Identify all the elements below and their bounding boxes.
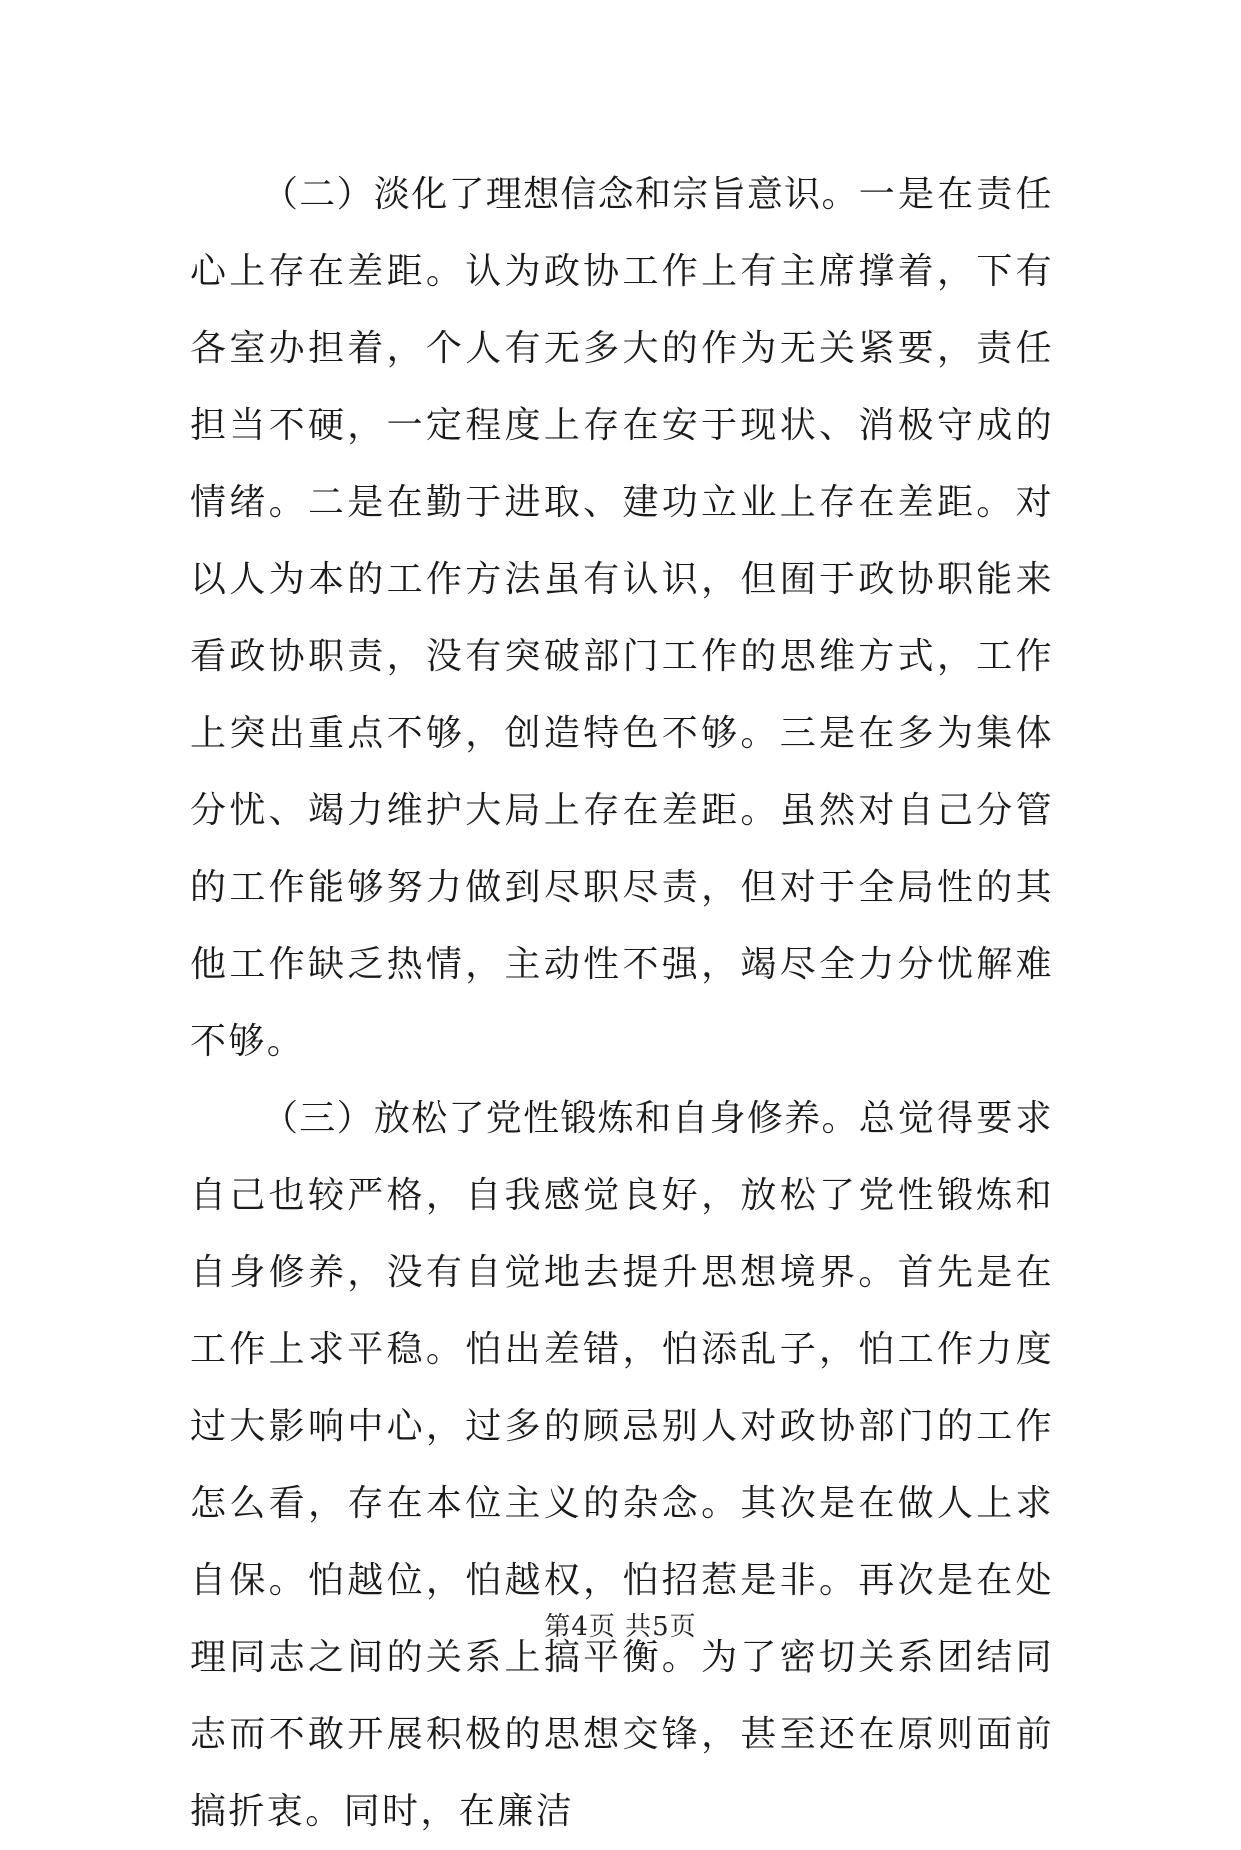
section-body-3: 总觉得要求自己也较严格，自我感觉良好，放松了党性锻炼和自身修养，没有自觉地去提升思想境界。首先是在工作上求平稳。怕出差错，怕添乱子，怕工作力度过大影响中心，过多的顾忌别人对政协部门的工作怎么看，存在本位主义的杂念。其次是在做人上求自保。怕越位，怕越权，怕招惹是非。再次是在处理同志之间的关系上搞平衡。为了密切关系团结同志而不敢开展积极的思想交锋，甚至还在原则面前搞折衷。同时，在廉洁 xyxy=(190,1098,1054,1832)
paragraph-section-2 xyxy=(190,156,1054,1080)
section-heading-2: （二）淡化了理想信念和宗旨意识。 xyxy=(262,174,859,215)
section-heading-3: （三）放松了党性锻炼和自身修养。 xyxy=(262,1098,859,1139)
document-page xyxy=(190,156,1054,1850)
section-body-2: 一是在责任心上存在差距。认为政协工作上有主席撑着，下有各室办担着，个人有无多大的作为无关紧要，责任担当不硬，一定程度上存在安于现状、消极守成的情绪。二是在勤于进取、建功立业上存在差距。对以人为本的工作方法虽有认识，但囿于政协职能来看政协职责，没有突破部门工作的思维方式，工作上突出重点不够，创造特色不够。三是在多为集体分忧、竭力维护大局上存在差距。虽然对自己分管的工作能够努力做到尽职尽责，但对于全局性的其他工作缺乏热情，主动性不强，竭尽全力分忧解难不够。 xyxy=(190,174,1054,1062)
paragraph-section-3 xyxy=(190,1080,1054,1850)
page-footer: 第4页 共5页 xyxy=(544,1612,697,1642)
